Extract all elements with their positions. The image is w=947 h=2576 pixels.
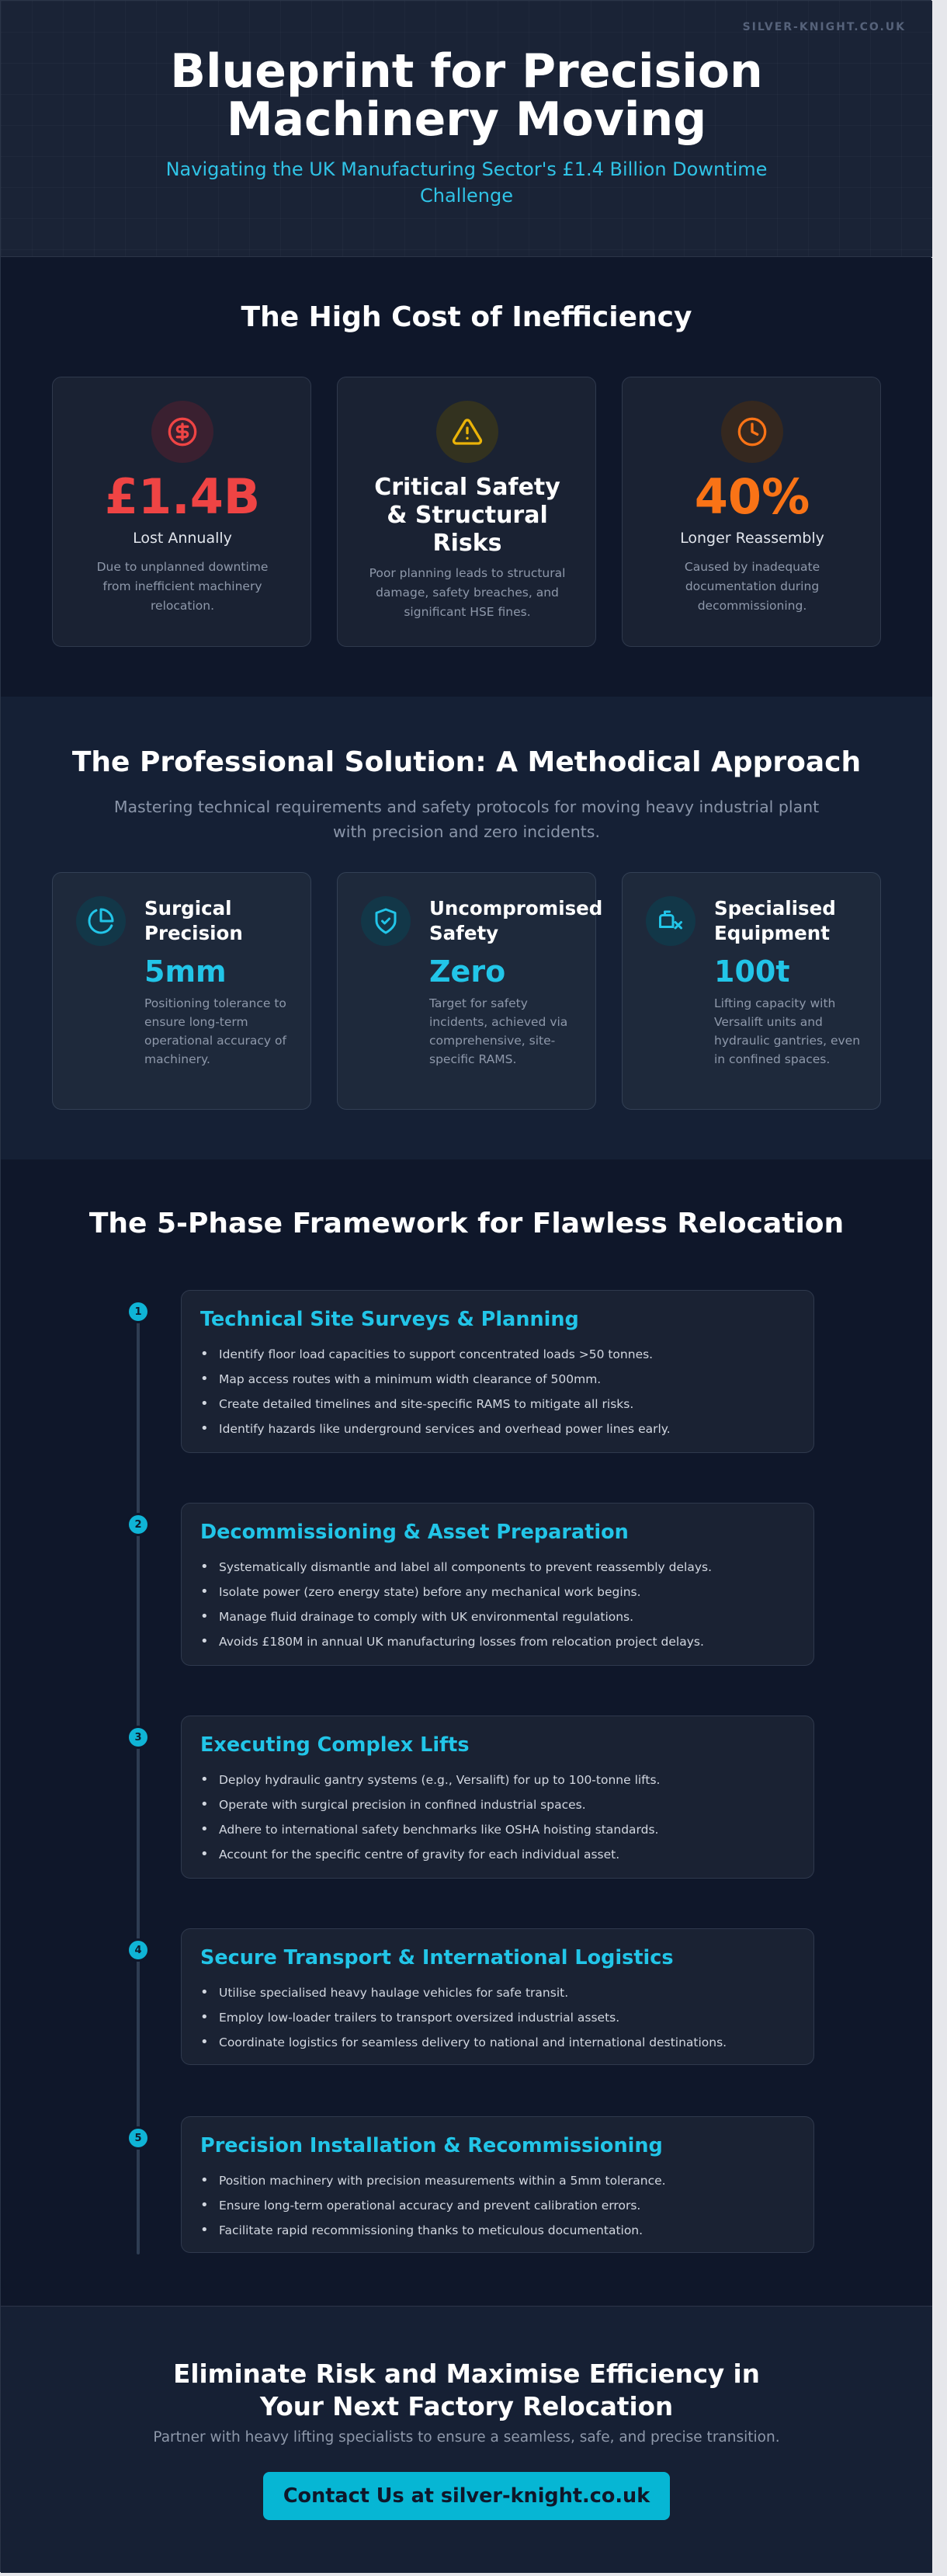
cost-value-downtime: £1.4B [104, 468, 261, 525]
cost-section-title: The High Cost of Inefficiency [241, 301, 692, 333]
phase-list-3 [200, 1768, 798, 1867]
phase-card-4 [181, 1928, 814, 2065]
timeline-line [137, 1307, 140, 2254]
cta-section [1, 2306, 932, 2573]
hero-title-line1: Blueprint for Precision [170, 44, 763, 99]
solution-title-precision: Surgical Precision [144, 897, 243, 944]
phase-number-1: 1 [129, 1302, 147, 1321]
phase-card-3 [181, 1716, 814, 1879]
hero-title [117, 44, 816, 147]
list-item: • Identify floor load capacities to support concentrated loads >50 tonnes. [200, 1342, 798, 1367]
cost-desc-downtime: Due to unplanned downtime from inefficient machinery relocation. [96, 560, 269, 613]
list-item: • Manage fluid drainage to comply with UK environmental regulations. [200, 1604, 798, 1629]
list-item: • Identify hazards like underground services and overhead power lines early. [200, 1417, 798, 1441]
phase-title-3: Executing Complex Lifts [200, 1733, 470, 1757]
shield-check-icon [361, 896, 411, 946]
solution-section-title: The Professional Solution: A Methodical Approach [71, 746, 862, 778]
solution-value-safety: Zero [429, 954, 506, 989]
solution-title-safety: Uncompromised Safety [429, 897, 603, 944]
phase-list-5 [200, 2168, 798, 2243]
hero-subtitle: Navigating the UK Manufacturing Sector's £1.4 Billion Downtime Challenge [165, 158, 768, 207]
list-item: • Utilise specialised heavy haulage vehicles for safe transit. [200, 1980, 798, 2005]
framework-section-title: The 5-Phase Framework for Flawless Relocation [88, 1208, 845, 1239]
contact-button[interactable]: Contact Us at silver-knight.co.uk [263, 2472, 670, 2520]
list-item: • Create detailed timelines and site-specific RAMS to mitigate all risks. [200, 1392, 798, 1417]
list-item: • Coordinate logistics for seamless delivery to national and international destinations. [200, 2030, 798, 2055]
cost-card-safety [337, 377, 596, 647]
solution-desc-safety: Target for safety incidents, achieved via comprehensive, site-specific RAMS. [429, 996, 568, 1066]
cta-subtitle: Partner with heavy lifting specialists to ensure a seamless, safe, and precise transition. [153, 2429, 780, 2446]
solution-desc-equipment: Lifting capacity with Versalift units and hydraulic gantries, even in confined spaces. [714, 996, 861, 1066]
solution-subtitle: Mastering technical requirements and safety protocols for moving heavy industrial plant with precision and zero incidents. [113, 798, 820, 841]
phase-list-2 [200, 1555, 798, 1654]
solution-card-equipment [622, 872, 881, 1110]
solution-desc-precision: Positioning tolerance to ensure long-term operational accuracy of machinery. [144, 996, 286, 1066]
cost-desc-safety: Poor planning leads to structural damage, safety breaches, and significant HSE fines. [369, 566, 566, 619]
list-item: • Map access routes with a minimum width clearance of 500mm. [200, 1367, 798, 1392]
phase-number-4: 4 [129, 1941, 147, 1959]
cost-label-downtime: Lost Annually [133, 530, 232, 547]
solution-value-precision: 5mm [144, 954, 227, 989]
list-item: • Position machinery with precision measurements within a 5mm tolerance. [200, 2168, 798, 2193]
phase-title-5: Precision Installation & Recommissioning [200, 2134, 663, 2157]
list-item: • Avoids £180M in annual UK manufacturing losses from relocation project delays. [200, 1629, 798, 1654]
cta-title [117, 2358, 816, 2423]
phase-list-4 [200, 1980, 798, 2055]
list-item: • Ensure long-term operational accuracy and prevent calibration errors. [200, 2193, 798, 2218]
cost-label-reassembly: Longer Reassembly [680, 530, 824, 547]
list-item: • Isolate power (zero energy state) before any mechanical work begins. [200, 1580, 798, 1604]
phase-title-4: Secure Transport & International Logistics [200, 1946, 674, 1969]
phase-number-3: 3 [129, 1728, 147, 1747]
phase-number-2: 2 [129, 1515, 147, 1534]
phase-card-2 [181, 1503, 814, 1666]
phase-number-5: 5 [129, 2129, 147, 2147]
cost-desc-reassembly: Caused by inadequate documentation during decommissioning. [684, 560, 820, 613]
cost-section [1, 258, 932, 697]
cost-value-reassembly: 40% [694, 468, 810, 525]
cta-title-line1: Eliminate Risk and Maximise Efficiency in [173, 2359, 760, 2389]
solution-card-safety [337, 872, 603, 1110]
list-item: • Deploy hydraulic gantry systems (e.g., Versalift) for up to 100-tonne lifts. [200, 1768, 798, 1792]
phase-title-1: Technical Site Surveys & Planning [200, 1308, 579, 1331]
hero-title-line2: Machinery Moving [226, 92, 707, 147]
solution-value-equipment: 100t [714, 954, 790, 989]
list-item: • Systematically dismantle and label all components to prevent reassembly delays. [200, 1555, 798, 1580]
warning-triangle-icon [436, 401, 498, 463]
dollar-circle-icon [151, 401, 213, 463]
list-item: • Account for the specific centre of gravity for each individual asset. [200, 1842, 798, 1867]
cost-card-reassembly [622, 377, 881, 647]
phase-card-1 [181, 1290, 814, 1453]
hero-section [1, 1, 932, 257]
truck-icon [646, 896, 696, 946]
list-item: • Facilitate rapid recommissioning thanks to meticulous documentation. [200, 2218, 798, 2243]
cost-heading-safety: Critical Safety & Structural Risks [374, 474, 560, 557]
phase-list-1 [200, 1342, 798, 1441]
list-item: • Operate with surgical precision in confined industrial spaces. [200, 1792, 798, 1817]
framework-section [1, 1159, 932, 2306]
solution-card-precision [52, 872, 311, 1110]
phase-card-5 [181, 2116, 814, 2253]
cost-card-downtime [52, 377, 311, 647]
list-item: • Adhere to international safety benchmarks like OSHA hoisting standards. [200, 1817, 798, 1842]
list-item: • Employ low-loader trailers to transport oversized industrial assets. [200, 2005, 798, 2030]
phase-title-2: Decommissioning & Asset Preparation [200, 1521, 629, 1544]
cta-title-line2: Your Next Factory Relocation [259, 2392, 674, 2421]
clock-icon [721, 401, 783, 463]
solution-title-equipment: Specialised Equipment [714, 897, 836, 944]
pie-chart-icon [76, 896, 126, 946]
brand-name: SILVER-KNIGHT.CO.UK [742, 21, 906, 33]
solution-section [1, 697, 932, 1159]
